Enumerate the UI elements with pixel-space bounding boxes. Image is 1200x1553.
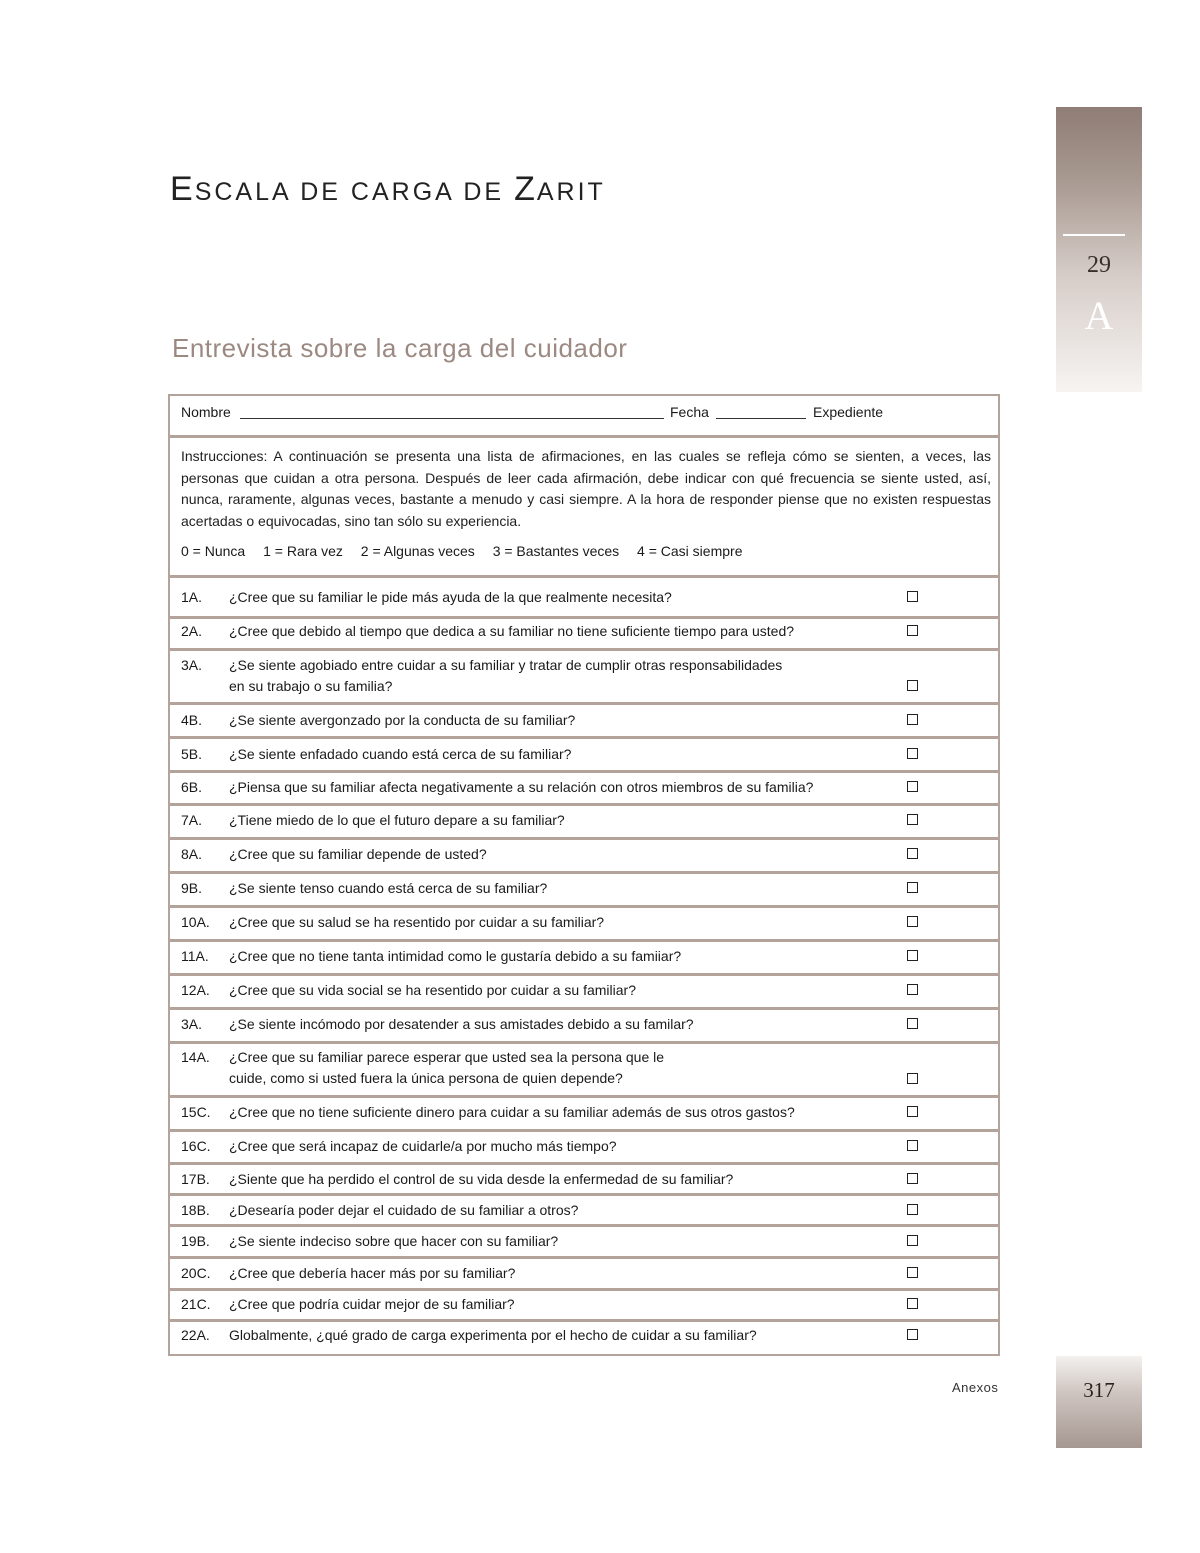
question-text: ¿Se siente enfadado cuando está cerca de su familiar? (229, 746, 572, 762)
divider (168, 803, 1000, 806)
question-text: ¿Se siente agobiado entre cuidar a su familiar y tratar de cumplir otras responsabilidades (229, 657, 783, 673)
question-text: ¿Cree que debido al tiempo que dedica a su familiar no tiene suficiente tiempo para usted? (229, 623, 795, 639)
answer-checkbox[interactable] (907, 591, 918, 602)
question-number: 6B. (181, 779, 203, 795)
answer-checkbox[interactable] (907, 1298, 918, 1309)
question-number: 2A. (181, 623, 203, 639)
answer-checkbox[interactable] (907, 984, 918, 995)
question-number: 16C. (181, 1138, 211, 1154)
question-number: 3A. (181, 657, 203, 673)
scale-option: 1 = Rara vez (263, 543, 343, 559)
divider (168, 1256, 1000, 1259)
question-text-continued: cuide, como si usted fuera la única persona de quien depende? (229, 1070, 623, 1086)
answer-checkbox[interactable] (907, 1235, 918, 1246)
answer-checkbox[interactable] (907, 748, 918, 759)
question-number: 10A. (181, 914, 210, 930)
question-number: 11A. (181, 948, 209, 964)
answer-checkbox[interactable] (907, 882, 918, 893)
answer-checkbox[interactable] (907, 950, 918, 961)
divider (168, 1041, 1000, 1044)
chapter-number: 29 (1087, 252, 1111, 278)
page-number-tab (1056, 1356, 1142, 1448)
divider (168, 1319, 1000, 1322)
question-number: 20C. (181, 1265, 211, 1281)
question-number: 1A. (181, 589, 203, 605)
question-text: ¿Se siente incómodo por desatender a sus amistades debido a su familar? (229, 1016, 694, 1032)
question-text: ¿Tiene miedo de lo que el futuro depare a su familiar? (229, 812, 565, 828)
question-text: ¿Piensa que su familiar afecta negativamente a su relación con otros miembros de su familia? (229, 779, 814, 795)
question-number: 22A. (181, 1327, 210, 1343)
question-text: ¿Se siente avergonzado por la conducta de su familiar? (229, 712, 576, 728)
question-number: 21C. (181, 1296, 211, 1312)
record-label: Expediente (813, 404, 884, 420)
scale-option: 0 = Nunca (181, 543, 246, 559)
chapter-letter: A (1084, 293, 1114, 338)
answer-checkbox[interactable] (907, 1073, 918, 1084)
answer-checkbox[interactable] (907, 1204, 918, 1215)
divider (168, 616, 1000, 619)
question-number: 17B. (181, 1171, 210, 1187)
question-number: 7A. (181, 812, 203, 828)
divider (168, 1129, 1000, 1132)
question-number: 8A. (181, 846, 203, 862)
answer-checkbox[interactable] (907, 625, 918, 636)
name-field[interactable] (240, 418, 664, 419)
question-number: 9B. (181, 880, 203, 896)
answer-checkbox[interactable] (907, 814, 918, 825)
divider (168, 837, 1000, 840)
divider (168, 973, 1000, 976)
question-text: ¿Cree que su vida social se ha resentido por cuidar a su familiar? (229, 982, 636, 998)
date-field[interactable] (716, 418, 806, 419)
answer-checkbox[interactable] (907, 680, 918, 691)
question-text: ¿Se siente indeciso sobre que hacer con su familiar? (229, 1233, 559, 1249)
question-text: ¿Desearía poder dejar el cuidado de su familiar a otros? (229, 1202, 579, 1218)
divider (168, 939, 1000, 942)
question-text: ¿Cree que su familiar depende de usted? (229, 846, 487, 862)
divider (168, 736, 1000, 739)
question-text-continued: en su trabajo o su familia? (229, 678, 393, 694)
question-number: 3A. (181, 1016, 203, 1032)
scale-option: 3 = Bastantes veces (492, 543, 620, 559)
question-number: 19B. (181, 1233, 210, 1249)
divider (168, 1095, 1000, 1098)
scale-option: 4 = Casi siempre (637, 543, 743, 559)
question-text: ¿Cree que no tiene tanta intimidad como le gustaría debido a su famiiar? (229, 948, 682, 964)
question-text: ¿Cree que podría cuidar mejor de su familiar? (229, 1296, 515, 1312)
answer-checkbox[interactable] (907, 781, 918, 792)
divider (168, 770, 1000, 773)
answer-checkbox[interactable] (907, 1173, 918, 1184)
answer-checkbox[interactable] (907, 1267, 918, 1278)
question-text: ¿Cree que será incapaz de cuidarle/a por mucho más tiempo? (229, 1138, 617, 1154)
divider (168, 1193, 1000, 1196)
question-text: ¿Cree que su familiar le pide más ayuda de la que realmente necesita? (229, 589, 672, 605)
footer-section-label: Anexos (952, 1380, 999, 1395)
chapter-divider (1063, 234, 1125, 236)
page-number: 317 (1083, 1378, 1115, 1402)
date-label: Fecha (670, 404, 709, 420)
chapter-tab (1056, 107, 1142, 392)
instructions-text: Instrucciones: A continuación se presenta una lista de afirmaciones, en las cuales se refleja cómo se sienten, a veces, las personas que cuidan a otra persona. Después de leer cada afirmación, debe indicar con qué frecuencia se siente usted, así, nunca, raramente, algunas veces, bastante a menudo y casi siempre. A la hora de responder piense que no existen respuestas acertadas o equivocadas, sino tan sólo su experiencia. (181, 448, 991, 529)
divider (168, 1007, 1000, 1010)
name-label: Nombre (181, 404, 231, 420)
divider (168, 1224, 1000, 1227)
question-text: ¿Cree que no tiene suficiente dinero para cuidar a su familiar además de sus otros gastos? (229, 1104, 795, 1120)
divider (168, 1288, 1000, 1291)
page-title: ESCALA DE CARGA DE ZARIT (170, 170, 606, 208)
answer-checkbox[interactable] (907, 714, 918, 725)
question-text: ¿Siente que ha perdido el control de su vida desde la enfermedad de su familiar? (229, 1171, 734, 1187)
question-text: ¿Cree que su familiar parece esperar que usted sea la persona que le (229, 1049, 665, 1065)
divider (168, 702, 1000, 705)
answer-checkbox[interactable] (907, 1140, 918, 1151)
question-text: Globalmente, ¿qué grado de carga experimenta por el hecho de cuidar a su familiar? (229, 1327, 757, 1343)
question-number: 14A. (181, 1049, 210, 1065)
divider (168, 1162, 1000, 1165)
question-number: 15C. (181, 1104, 211, 1120)
answer-checkbox[interactable] (907, 848, 918, 859)
divider (168, 575, 1000, 578)
answer-checkbox[interactable] (907, 1018, 918, 1029)
question-number: 4B. (181, 712, 203, 728)
answer-checkbox[interactable] (907, 1329, 918, 1340)
divider (168, 648, 1000, 651)
answer-checkbox[interactable] (907, 1106, 918, 1117)
divider (168, 871, 1000, 874)
divider (168, 435, 1000, 438)
form-subtitle: Entrevista sobre la carga del cuidador (172, 333, 628, 363)
question-number: 18B. (181, 1202, 210, 1218)
question-text: ¿Cree que su salud se ha resentido por cuidar a su familiar? (229, 914, 605, 930)
question-text: ¿Se siente tenso cuando está cerca de su familiar? (229, 880, 548, 896)
scale-option: 2 = Algunas veces (360, 543, 475, 559)
answer-checkbox[interactable] (907, 916, 918, 927)
response-scale (181, 543, 756, 559)
question-text: ¿Cree que debería hacer más por su familiar? (229, 1265, 516, 1281)
question-number: 12A. (181, 982, 210, 998)
divider (168, 905, 1000, 908)
question-number: 5B. (181, 746, 203, 762)
